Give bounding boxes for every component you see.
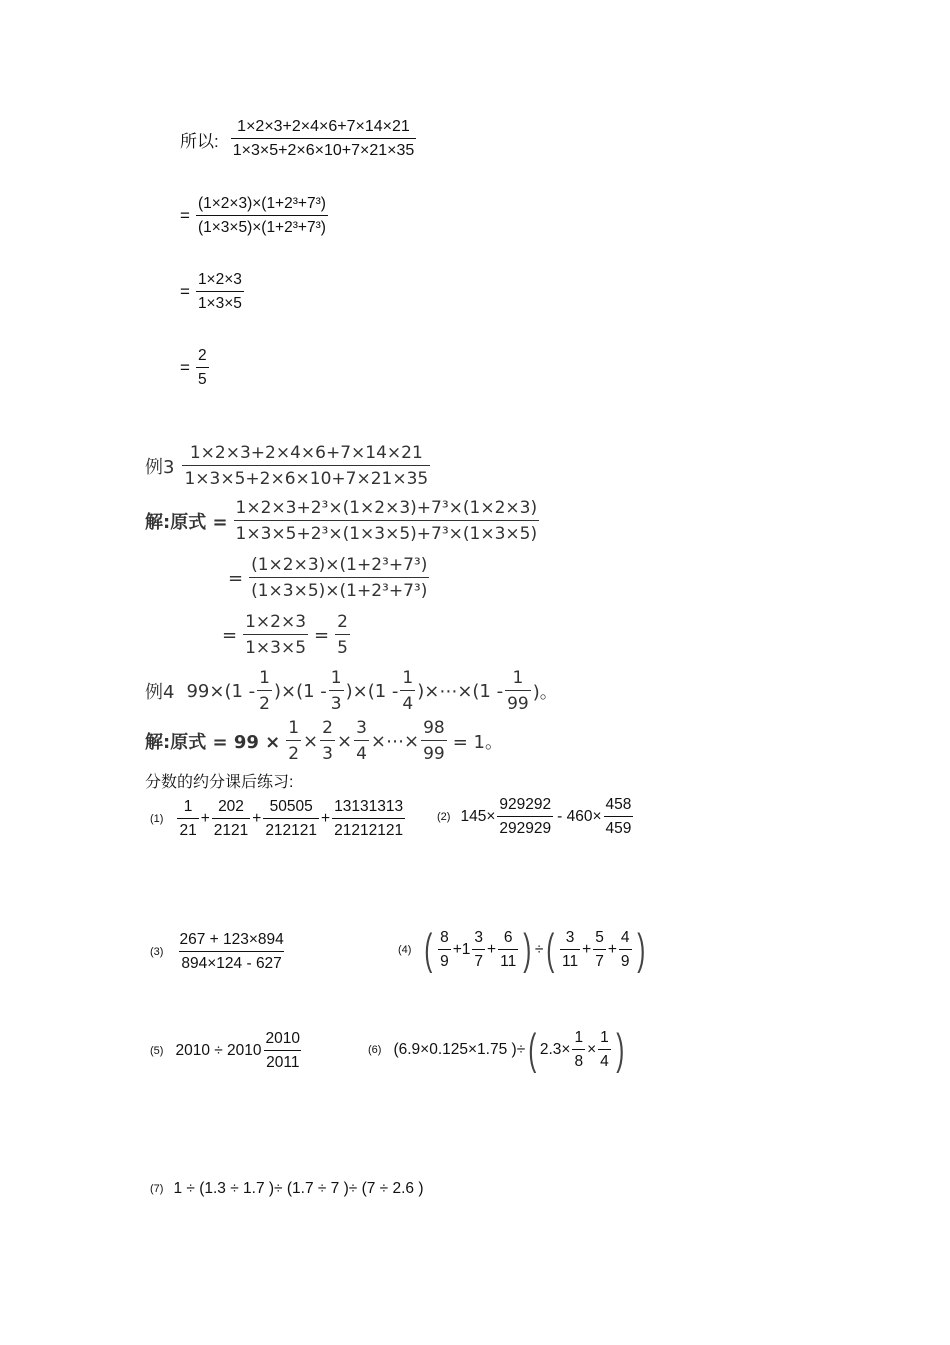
expr-part: 2010 ÷ 2010 <box>175 1042 262 1059</box>
numerator: 13131313 <box>334 798 404 815</box>
times-sign: × <box>336 730 353 752</box>
expr-part: 145× <box>460 808 496 825</box>
solution-fraction-b <box>249 555 429 601</box>
fraction <box>332 798 405 840</box>
example3-label: 例3 <box>145 457 175 478</box>
denominator: 2 <box>286 740 301 764</box>
numerator: 5 <box>595 929 604 946</box>
step-3 <box>180 271 246 313</box>
denominator: 8 <box>572 1049 585 1071</box>
numerator: 1×2×3+2×4×6+7×14×21 <box>237 118 410 135</box>
solution-fraction-d <box>335 612 350 658</box>
denominator: 1×3×5+2³×(1×3×5)+7³×(1×3×5) <box>234 520 540 544</box>
equals-sign: = <box>228 567 244 589</box>
numerator: 1 <box>574 1029 584 1046</box>
numerator: 2 <box>322 718 333 738</box>
example3-fraction <box>182 443 430 489</box>
solution-fraction-c <box>243 612 308 658</box>
fraction <box>400 668 415 714</box>
fraction <box>619 929 632 971</box>
exercise-4 <box>398 925 648 974</box>
step-4 <box>180 347 211 389</box>
plus-sign: + <box>200 810 210 827</box>
exercise-label: (7) <box>150 1183 164 1195</box>
denominator: 7 <box>593 949 606 971</box>
numerator: 98 <box>423 718 445 738</box>
expr-part: )×(1 - <box>273 680 327 702</box>
expr-part: )×⋯×(1 - <box>417 680 504 702</box>
fraction <box>598 1029 611 1071</box>
times-sign: × <box>303 730 319 752</box>
solution-label: 解:原式 = <box>145 512 228 533</box>
expr-part: - 460× <box>557 808 602 825</box>
fraction <box>497 796 553 838</box>
equals-sign: = <box>180 358 190 377</box>
numerator: 458 <box>605 796 632 813</box>
fraction <box>177 798 198 840</box>
denominator: 5 <box>196 367 209 389</box>
fraction-2 <box>196 195 328 237</box>
expr-part: 2.3× <box>539 1041 571 1058</box>
numerator: 6 <box>503 929 513 946</box>
exercise-label: (6) <box>368 1044 382 1056</box>
fraction <box>572 1029 585 1071</box>
so-label: 所以: <box>180 131 219 151</box>
exercise-label: (1) <box>150 813 164 825</box>
denominator: 11 <box>560 949 580 971</box>
denominator: 3 <box>320 740 335 764</box>
fraction-4 <box>196 347 209 389</box>
example4-label: 例4 <box>145 682 175 703</box>
denominator: 3 <box>329 690 344 714</box>
denominator: 1×3×5+2×6×10+7×21×35 <box>231 138 417 160</box>
exercise-6 <box>368 1025 627 1074</box>
right-paren: ) <box>523 925 532 974</box>
left-paren: ( <box>424 925 433 974</box>
numerator: 1 <box>402 668 414 688</box>
exercise-1 <box>150 798 407 840</box>
numerator: 1×2×3 <box>197 271 242 288</box>
numerator: 202 <box>218 798 244 815</box>
numerator: 4 <box>620 929 630 946</box>
example4-problem <box>145 668 558 714</box>
denominator: 2011 <box>264 1050 301 1072</box>
fraction <box>505 668 531 714</box>
left-paren: ( <box>528 1025 537 1074</box>
numerator: 929292 <box>499 796 552 813</box>
plus-sign: + <box>252 810 262 827</box>
denominator: 9 <box>619 949 632 971</box>
fraction-1 <box>231 118 417 160</box>
numerator: 1×2×3+2³×(1×2×3)+7³×(1×2×3) <box>235 498 538 518</box>
expr-part: 99×(1 - <box>186 680 256 702</box>
numerator: 1×2×3+2×4×6+7×14×21 <box>189 443 423 463</box>
fraction <box>593 929 606 971</box>
exercise-label: (3) <box>150 946 164 958</box>
fraction <box>286 718 301 764</box>
numerator: (1×2×3)×(1+2³+7³) <box>197 195 326 212</box>
example3-solution-a <box>145 498 541 544</box>
denominator: 1×3×5+2×6×10+7×21×35 <box>182 465 430 489</box>
denominator: 292929 <box>497 816 553 838</box>
numerator: 2 <box>337 612 348 632</box>
fraction <box>257 668 272 714</box>
denominator: 9 <box>438 949 451 971</box>
exercise-5 <box>150 1030 304 1072</box>
denominator: (1×3×5)×(1+2³+7³) <box>196 215 328 237</box>
fraction <box>604 796 634 838</box>
denominator: 212121 <box>263 818 319 840</box>
numerator: 1 <box>330 668 342 688</box>
fraction-3 <box>196 271 244 313</box>
denominator: 11 <box>498 949 518 971</box>
right-paren: ) <box>616 1025 625 1074</box>
example4-solution <box>145 718 503 764</box>
numerator: 50505 <box>269 798 313 815</box>
numerator: 1 <box>183 798 193 815</box>
fraction <box>329 668 344 714</box>
numerator: 1 <box>288 718 300 738</box>
left-paren: ( <box>546 925 555 974</box>
numerator: 3 <box>565 929 575 946</box>
expr-part: (6.9×0.125×1.75 )÷ <box>393 1041 526 1058</box>
denominator: 4 <box>400 690 415 714</box>
numerator: 1 <box>600 1029 609 1046</box>
exercise-title: 分数的约分课后练习: <box>145 774 294 791</box>
exercise-label: (5) <box>150 1045 164 1057</box>
fraction <box>421 718 447 764</box>
denominator: 21 <box>177 818 198 840</box>
expression: 1 ÷ (1.3 ÷ 1.7 )÷ (1.7 ÷ 7 )÷ (7 ÷ 2.6 ) <box>173 1180 424 1197</box>
denominator: 99 <box>505 690 531 714</box>
fraction <box>263 798 319 840</box>
exercise-label: (2) <box>437 811 451 823</box>
fraction <box>498 929 518 971</box>
fraction <box>264 1030 302 1072</box>
divide-sign: ÷ <box>534 941 544 958</box>
denominator: 1×3×5 <box>243 634 308 658</box>
numerator: 2 <box>197 347 207 364</box>
expr-part: +1 <box>452 941 471 958</box>
numerator: 2010 <box>265 1030 301 1047</box>
denominator: 4 <box>354 740 369 764</box>
plus-sign: + <box>607 941 617 958</box>
numerator: 8 <box>440 929 449 946</box>
result: = 1。 <box>452 732 503 753</box>
exercise-7 <box>150 1180 424 1198</box>
fraction <box>320 718 335 764</box>
fraction <box>177 931 285 973</box>
plus-sign: + <box>487 941 497 958</box>
denominator: 21212121 <box>332 818 405 840</box>
fraction <box>354 718 369 764</box>
ellipsis: ×⋯× <box>370 730 420 752</box>
equals-sign: = <box>180 282 190 301</box>
exercise-3 <box>150 931 288 973</box>
fraction <box>560 929 580 971</box>
solution-fraction-a <box>234 498 540 544</box>
numerator: 1 <box>512 668 524 688</box>
numerator: 267 + 123×894 <box>179 931 284 948</box>
plus-sign: + <box>582 941 592 958</box>
times-sign: × <box>587 1041 597 1058</box>
expr-part: )。 <box>532 682 558 703</box>
example3-solution-c <box>222 612 352 658</box>
fraction <box>438 929 451 971</box>
equals-sign: = <box>314 624 330 646</box>
numerator: 1×2×3 <box>245 612 307 632</box>
equals-sign: = <box>180 206 190 225</box>
right-paren: ) <box>636 925 645 974</box>
step-2 <box>180 195 330 237</box>
denominator: 7 <box>472 949 485 971</box>
numerator: 1 <box>259 668 270 688</box>
expr-part: )×(1 - <box>345 680 399 702</box>
numerator: 3 <box>356 718 367 738</box>
denominator: 894×124 - 627 <box>179 951 283 973</box>
exercise-2 <box>437 796 635 838</box>
numerator: (1×2×3)×(1+2³+7³) <box>251 555 428 575</box>
so-line <box>180 118 418 160</box>
numerator: 3 <box>474 929 484 946</box>
exercise-label: (4) <box>398 944 412 956</box>
denominator: 459 <box>604 816 634 838</box>
solution-label: 解:原式 = 99 × <box>145 732 281 753</box>
fraction <box>212 798 250 840</box>
denominator: 5 <box>335 634 350 658</box>
example3-solution-b <box>228 555 431 601</box>
plus-sign: + <box>321 810 331 827</box>
denominator: 99 <box>421 740 447 764</box>
denominator: 1×3×5 <box>196 291 244 313</box>
denominator: 2 <box>257 690 272 714</box>
denominator: 4 <box>598 1049 611 1071</box>
fraction <box>472 929 485 971</box>
example3-problem <box>145 443 432 489</box>
denominator: 2121 <box>212 818 250 840</box>
denominator: (1×3×5)×(1+2³+7³) <box>249 577 429 601</box>
equals-sign: = <box>222 624 238 646</box>
